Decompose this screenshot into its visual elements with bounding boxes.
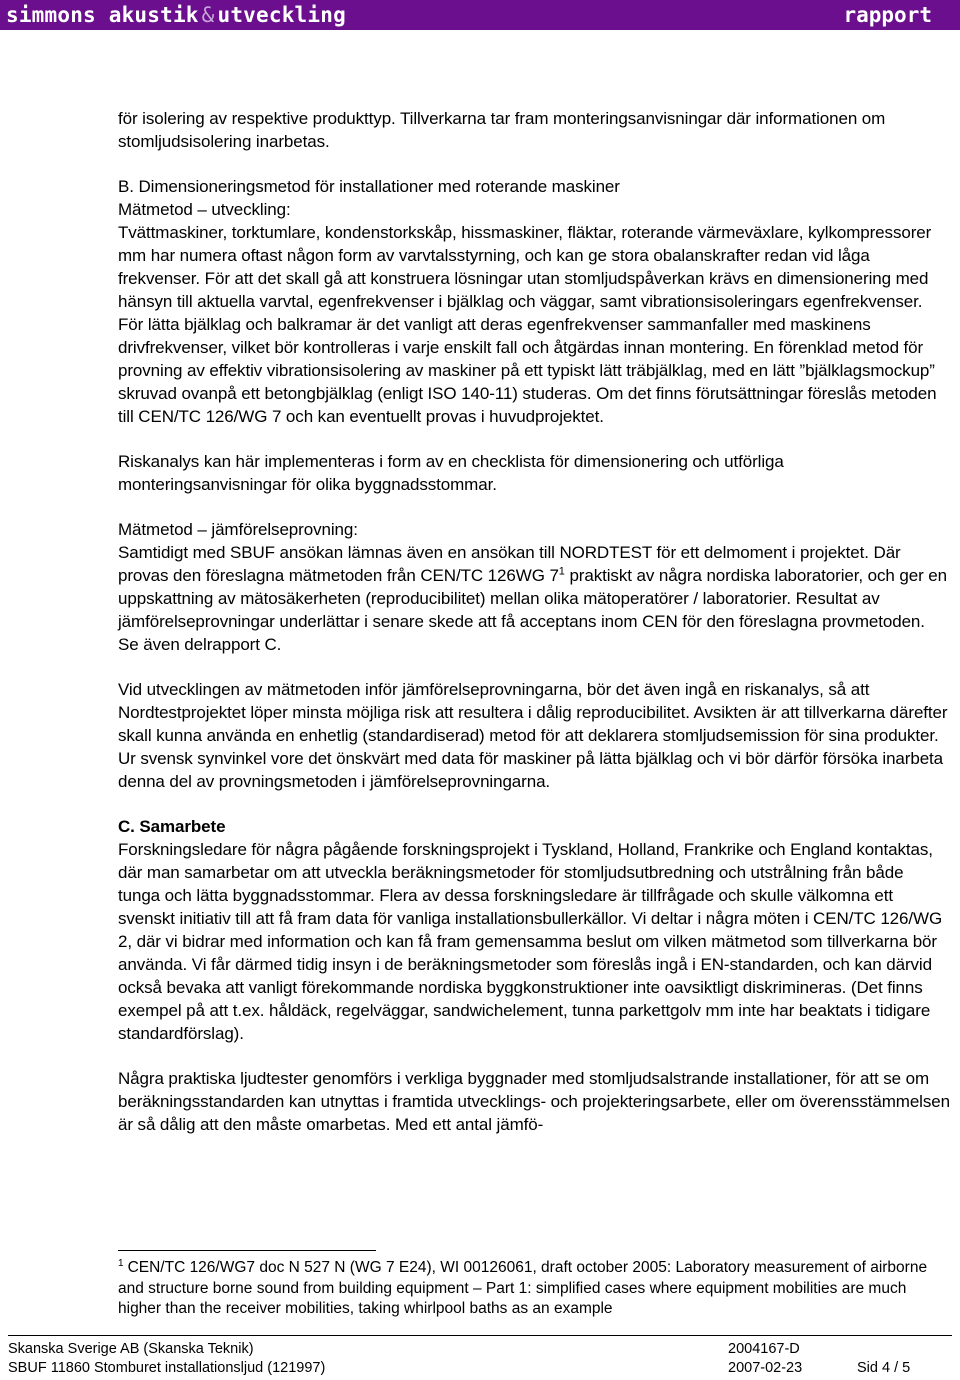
paragraph-gap [118, 793, 950, 815]
report-header-bar [0, 0, 960, 30]
section-b-paragraph-part2: För att det skall gå att konstruera lösningar utan stomljudspåverkan krävs en dimensionering med hänsyn till aktuella varvtal, egenfrekvenser i bjälklag och väggar, samt vibrationsisoleringars egenfrekvenser. För lätta bjälklag och balkramar är det vanligt att deras egenfrekvenser sammanfaller med maskinens drivfrekvenser, vilket bör kontrolleras i varje enskilt fall och åtgärdas innan montering. En förenklad metod för provning av effektiv vibrationsisolering av maskiner på ett typiskt lätt träbjälklag, med en lätt ”bjälklagsmockup” skruvad ovanpå ett betongbjälklag (enligt ISO 140-11) studeras. Om det finns förutsättningar föreslås metoden till CEN/TC 126/WG 7 och kan eventuellt provas i huvudprojektet. [118, 269, 937, 426]
footer-left [8, 1340, 325, 1378]
comparison-testing-heading: Mätmetod – jämförelseprovning: [118, 520, 358, 539]
footnote-separator [118, 1250, 376, 1251]
document-type-label: rapport [843, 3, 932, 27]
section-b-heading: B. Dimensioneringsmetod för installationer med roterande maskiner [118, 177, 620, 196]
paragraph-gap [118, 153, 950, 175]
footer-date: 2007-02-23 [728, 1360, 803, 1376]
section-c-heading: C. Samarbete [118, 817, 226, 836]
footer-middle [728, 1340, 802, 1378]
footnote-number: 1 [118, 1257, 124, 1269]
comparison-testing-paragraph [118, 541, 950, 656]
footnote-reference: 1 [558, 565, 565, 578]
section-b-paragraph [118, 221, 950, 428]
footer-page-number: Sid 4 / 5 [857, 1360, 911, 1376]
footer-document-id: 2004167-D [728, 1341, 800, 1357]
collaboration-paragraph: Forskningsledare för några pågående forskningsprojekt i Tyskland, Holland, Frankrike och England kontaktas, där man samarbetar om att utveckla beräkningsmetoder för stomljudsutbredning och utstrålning från både tunga och lätta byggnadsstommar. Flera av dessa forskningsledare är tillfrågade och skulle välkomna ett svenskt initiativ till att få fram data för vanliga installationsbullerkällor. Vi deltar i några möten i CEN/TC 126/WG 2, där vi bidrar med information och kan få fram gemensamma beslut om vilken mätmetod som tillverkarna bör använda. Vi får därmed tidig insyn i de beräkningsmetoder som föreslås ingå i EN-standarden, och kan därvid också bevaka att vanligt förekommande nordiska byggkonstruktioner inte oavsiktligt diskrimineras. (Det finns exempel på att t.ex. håldäck, regelväggar, sandwichelement, tunna parkettgolv mm inte har beaktats i tidigare standardförslag). [118, 840, 943, 1043]
comparison-paragraph-part2: praktiskt av några nordiska laboratorier, och ger en uppskattning av mätosäkerheten (reproducibilitet) mellan olika mätoperatörer / laboratorier. Resultat av jämförelseprovningar underlättar i senare skede att få acceptans inom CEN för den föreslagna provmetoden. Se även delrapport C. [118, 566, 947, 654]
footnote-text: CEN/TC 126/WG7 doc N 527 N (WG 7 E24), WI 00126061, draft october 2005: Laboratory measurement of airborne and structure borne sound from building equipment – Part 1: simplified cases where equipment mobilities are much higher than the receiver mobilities, taking whirlpool baths as an example [118, 1259, 928, 1317]
brand-name-part1: simmons akustik [6, 3, 199, 27]
comparison-paragraph-part1: Samtidigt med SBUF ansökan lämnas även en ansökan till NORDTEST för ett delmoment i projektet. Där provas den föreslagna mätmetoden från CEN/TC 126WG 7 [118, 543, 901, 585]
measurement-method-development-heading: Mätmetod – utveckling: [118, 200, 291, 219]
section-b-paragraph-part1: Tvättmaskiner, torktumlare, kondenstorkskåp, hissmaskiner, fläktar, roterande värmeväxlare, kylkompressorer mm har numera oftast någon form av varvtalsstyrning, och kan ge stora obalanskrafter redan vid låga frekvenser. [118, 223, 932, 288]
footnote [118, 1258, 948, 1320]
paragraph-gap [118, 656, 950, 678]
paragraph-gap [118, 496, 950, 518]
footer-company: Skanska Sverige AB (Skanska Teknik) [8, 1341, 254, 1357]
method-development-paragraph: Vid utvecklingen av mätmetoden inför jämförelseprovningarna, bör det även ingå en riskanalys, så att Nordtestprojektet löper minsta möjliga risk att resultera i dålig reproducibilitet. Avsikten är att tillverkarna därefter skall kunna använda en enhetlig (standardiserad) metod för att deklarera stomljudsemission för sina produkter. Ur svensk synvinkel vore det önskvärt med data för maskiner på lätta bjälklag och vi bör därför försöka inarbeta denna del av provningsmetoden i jämförelseprovningarna. [118, 680, 948, 791]
field-tests-paragraph: Några praktiska ljudtester genomförs i verkliga byggnader med stomljudsalstrande installationer, för att se om beräkningsstandarden kan utnyttas i framtida utvecklings- och projekteringsarbete, eller om överensstämmelsen är så dålig att den måste omarbetas. Med ett antal jämfö- [118, 1069, 950, 1134]
intro-paragraph: för isolering av respektive produkttyp. Tillverkarna tar fram monteringsanvisningar där informationen om stomljudsisolering inarbetas. [118, 109, 886, 151]
paragraph-gap [118, 1045, 950, 1067]
footer-separator [8, 1335, 952, 1336]
brand-ampersand: & [201, 3, 215, 27]
brand-name-part2: utveckling [217, 3, 346, 27]
paragraph-gap [118, 428, 950, 450]
company-logo [6, 1, 346, 29]
footer-project: SBUF 11860 Stomburet installationsljud (121997) [8, 1360, 326, 1376]
footer-right [857, 1340, 910, 1378]
risk-analysis-paragraph: Riskanalys kan här implementeras i form av en checklista för dimensionering och utförliga monteringsanvisningar för olika byggnadsstommar. [118, 452, 784, 494]
page-body [118, 107, 950, 1136]
